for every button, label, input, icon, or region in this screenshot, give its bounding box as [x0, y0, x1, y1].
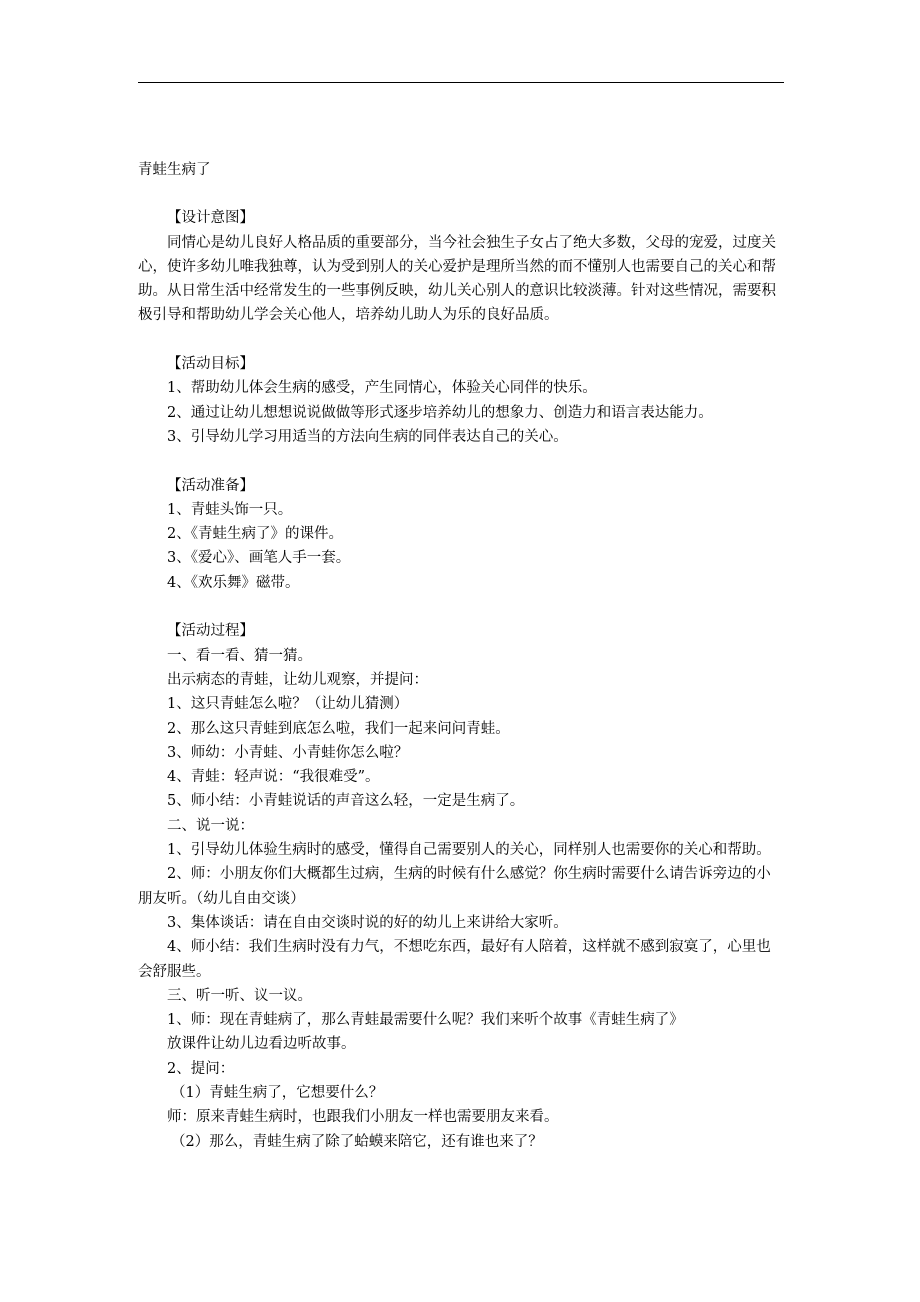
part3-answer: 师：原来青蛙生病时，也跟我们小朋友一样也需要朋友来看。	[167, 1109, 559, 1126]
part1-item: 1、这只青蛙怎么啦？（让幼儿猜测）	[167, 696, 409, 713]
part2-item: 1、引导幼儿体验生病时的感受，懂得自己需要别人的关心，同样别人也需要你的关心和帮助。	[167, 842, 771, 859]
goal-item: 2、通过让幼儿想想说说做做等形式逐步培养幼儿的想象力、创造力和语言表达能力。	[167, 404, 713, 421]
part2-title: 二、说一说：	[167, 817, 254, 834]
prep-heading: 【活动准备】	[167, 477, 254, 494]
design-heading: 【设计意图】	[167, 210, 254, 227]
prep-item: 4、《欢乐舞》磁带。	[167, 574, 300, 591]
part1-intro: 出示病态的青蛙，让幼儿观察，并提问：	[167, 671, 428, 688]
part3-item: 1、师：现在青蛙病了，那么青蛙最需要什么呢？我们来听个故事《青蛙生病了》	[167, 1012, 684, 1029]
prep-item: 1、青蛙头饰一只。	[167, 501, 293, 518]
process-heading: 【活动过程】	[167, 623, 254, 640]
part1-title: 一、看一看、猜一猜。	[167, 647, 312, 664]
design-paragraph: 同情心是幼儿良好人格品质的重要部分，当今社会独生子女占了绝大多数，父母的宠爱，过度关心，使许多幼儿唯我独尊，认为受到别人的关心爱护是理所当然的而不懂别人也需要自己的关心和帮助。从日常生活中经常发生的一些事例反映，幼儿关心别人的意识比较淡薄。针对这些情况，需要积极引导和帮助幼儿学会关心他人，培养幼儿助人为乐的良好品质。	[138, 234, 776, 324]
document-title: 青蛙生病了	[138, 162, 211, 178]
part3-question: （2）那么，青蛙生病了除了蛤蟆来陪它，还有谁也来了？	[171, 1133, 543, 1150]
part3-item: 2、提问：	[167, 1060, 235, 1077]
part3-title: 三、听一听、议一议。	[167, 987, 312, 1004]
goal-item: 1、帮助幼儿体会生病的感受，产生同情心，体验关心同伴的快乐。	[167, 380, 597, 397]
goal-item: 3、引导幼儿学习用适当的方法向生病的同伴表达自己的关心。	[167, 428, 568, 445]
part3-note: 放课件让幼儿边看边听故事。	[167, 1036, 356, 1053]
prep-item: 2、《青蛙生病了》的课件。	[167, 526, 343, 543]
part3-question: （1）青蛙生病了，它想要什么？	[171, 1084, 384, 1101]
part2-item: 2、师：小朋友你们大概都生过病，生病的时候有什么感觉？你生病时需要什么请告诉旁边的小朋友听。（幼儿自由交谈）	[138, 866, 771, 907]
goals-heading: 【活动目标】	[167, 356, 254, 373]
part1-item: 5、师小结：小青蛙说话的声音这么轻，一定是生病了。	[167, 793, 525, 810]
part2-item: 3、集体谈话：请在自由交谈时说的好的幼儿上来讲给大家听。	[167, 914, 568, 931]
part1-item: 2、那么这只青蛙到底怎么啦，我们一起来问问青蛙。	[167, 720, 510, 737]
part1-item: 3、师幼：小青蛙、小青蛙你怎么啦？	[167, 744, 409, 761]
prep-item: 3、《爱心》、画笔人手一套。	[167, 550, 351, 567]
part2-item: 4、师小结：我们生病时没有力气，不想吃东西，最好有人陪着，这样就不感到寂寞了，心里也会舒服些。	[138, 939, 771, 980]
part1-item: 4、青蛙：轻声说：“我很难受”。	[167, 769, 380, 786]
header-rule	[138, 82, 784, 83]
document-body	[138, 158, 784, 1154]
